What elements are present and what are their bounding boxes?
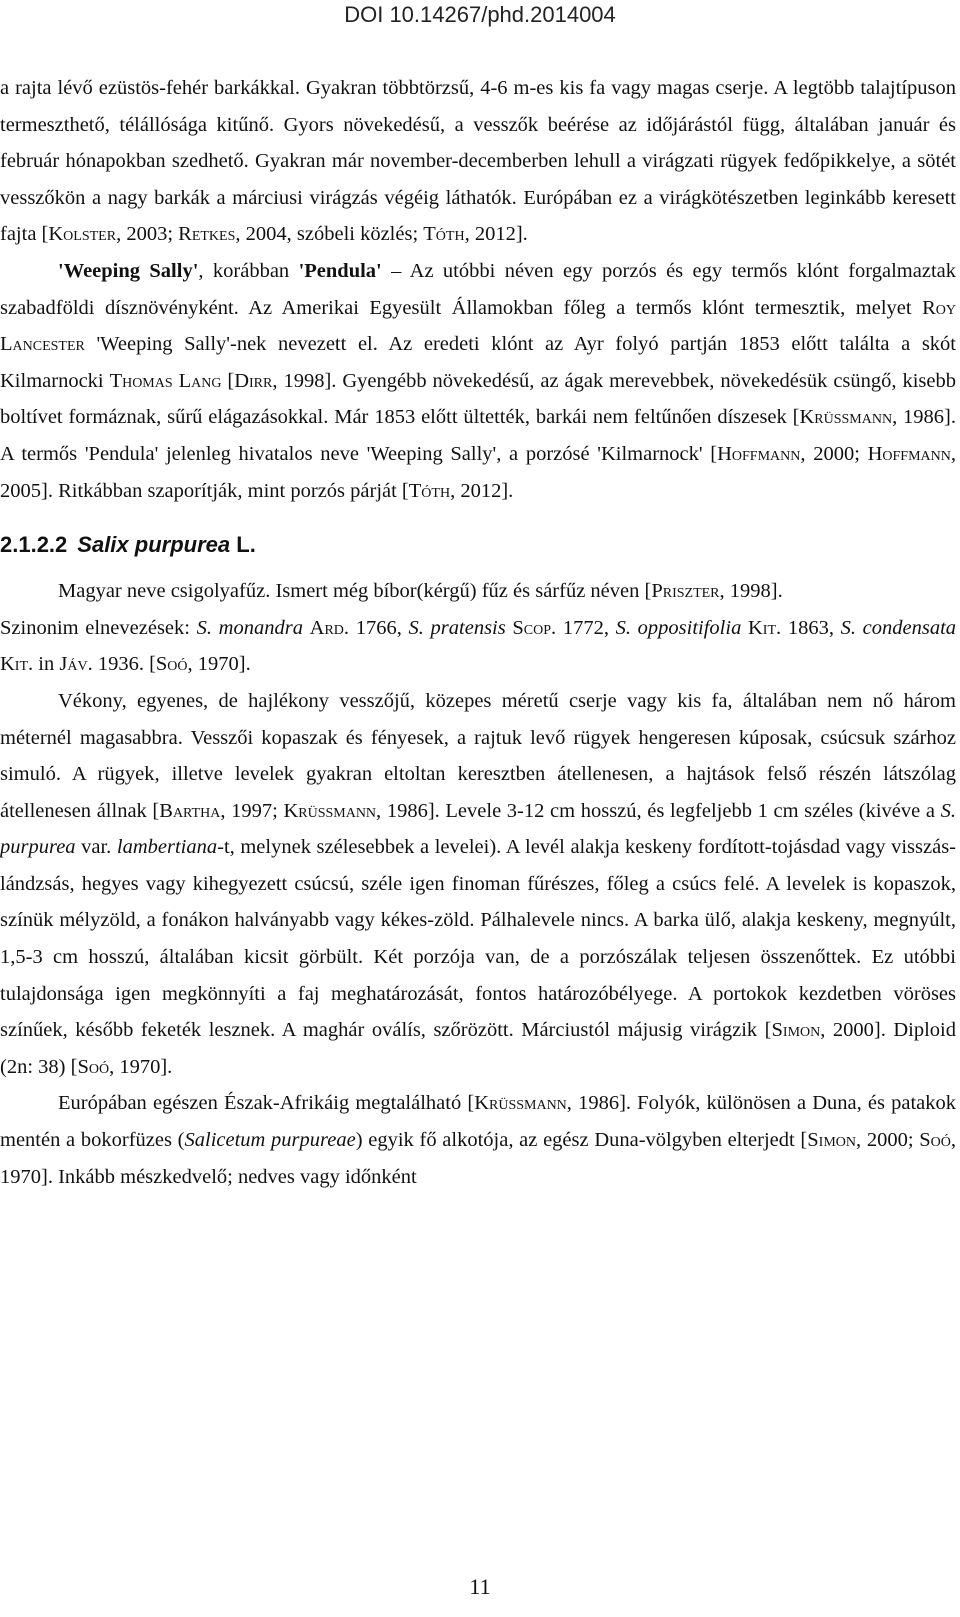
paragraph-cultivar-description: a rajta lévő ezüstös-fehér barkákkal. Gyakran többtörzsű, 4-6 m-es kis fa vagy magas cserje. A legtöbb talajtípuson termeszthető, télállósága kitűnő. Gyors növekedésű, a vesszők beérése az időjárástól függ, általában január és február hónapokban szedhető. Gyakran már november-decemberben lehull a virágzati rügyek fedőpikkelye, a sötét vesszőkön a nagy barkák a márciusi virágzás végéig láthatók. Európában ez a virágkötészetben leginkább keresett fajta [Kolster, 2003; Retkes, 2004, szóbeli közlés; Tóth, 2012]. [0,77,956,246]
section-author: L. [236,532,256,558]
page-body [0,70,956,1195]
section-number: 2.1.2.2 [0,532,68,558]
paragraph-common-name: Magyar neve csigolyafűz. Ismert még bíbor(kérgű) fűz és sárfűz néven [Priszter, 1998]. [58,580,783,603]
page-number: 11 [469,1574,491,1599]
paragraph-distribution: Európában egészen Észak-Afrikáig megtalálható [Krüssmann, 1986]. Folyók, különösen a Duna, és patakok mentén a bokorfüzes (Salicetum purpureae) egyik fő alkotója, az egész Duna-völgyben elterjedt [Simon, 2000; Soó, 1970]. Inkább mészkedvelő; nedves vagy időnként [0,1092,957,1188]
paragraph-morphology: Vékony, egyenes, de hajlékony vesszőjű, közepes méretű cserje vagy kis fa, általában nem nő három méternél magasabbra. Vesszői kopaszak és fényesek, a rajtuk levő rügyek hengeresen kúposak, csúcsuk szárhoz simuló. A rügyek, illetve levelek gyakran eltoltan keresztben átellenesen, a hajtások felső részén látszólag átellenesen állnak [Bartha, 1997; Krüssmann, 1986]. Levele 3-12 cm hosszú, és legfeljebb 1 cm széles (kivéve a S. purpurea var. lambertiana-t, melynek szélesebbek a levelei). A levél alakja keskeny fordított-tojásdad vagy visszás-lándzsás, hegyes vagy kihegyezett csúcsú, széle igen finoman fűrészes, főleg a csúcs felé. A levelek is kopaszok, színük mélyzöld, a fonákon halványabb vagy kékes-zöld. Pálhalevele nincs. A barka ülő, alakja keskeny, megnyúlt, 1,5-3 cm hosszú, általában kicsit görbült. Két porzója van, de a porzószálak teljesen összenőttek. Ez utóbbi tulajdonsága igen megkönnyíti a faj meghatározását, fontos határozóbélyege. A portokok kezdetben vöröses színűek, később feketék lesznek. A maghár oválís, szőrözött. Márciustól májusig virágzik [Simon, 2000]. Diploid (2n: 38) [Soó, 1970]. [0,689,956,1078]
paragraph-synonyms: Szinonim elnevezések: S. monandra Ard. 1766, S. pratensis Scop. 1772, S. oppositifolia Kit. 1863, S. condensata Kit. in Jáv. 1936. [Soó, 1970]. [0,616,957,676]
paragraph-weeping-sally: 'Weeping Sally', korábban 'Pendula' – Az utóbbi néven egy porzós és egy termős klónt forgalmaztak szabadföldi dísznövényként. Az Amerikai Egyesült Államokban főleg a termős klónt termesztik, melyet Roy Lancester 'Weeping Sally'-nek nevezett el. Az eredeti klónt az Ayr folyó partján 1853 előtt találta a skót Kilmarnocki Thomas Lang [Dirr, 1998]. Gyengébb növekedésű, az ágak merevebbek, növekedésük csüngő, kisebb boltívet formáznak, sűrű elágazásokkal. Már 1853 előtt ültették, barkái nem feltűnően díszesek [Krüssmann, 1986]. A termős 'Pendula' jelenleg hivatalos neve 'Weeping Sally', a porzósé 'Kilmarnock' [Hoffmann, 2000; Hoffmann, 2005]. Ritkábban szaporítják, mint porzós párját [Tóth, 2012]. [0,259,956,502]
section-taxon: Salix purpurea [77,532,231,558]
section-heading [0,527,956,563]
doi-header: DOI 10.14267/phd.2014004 [344,2,616,27]
